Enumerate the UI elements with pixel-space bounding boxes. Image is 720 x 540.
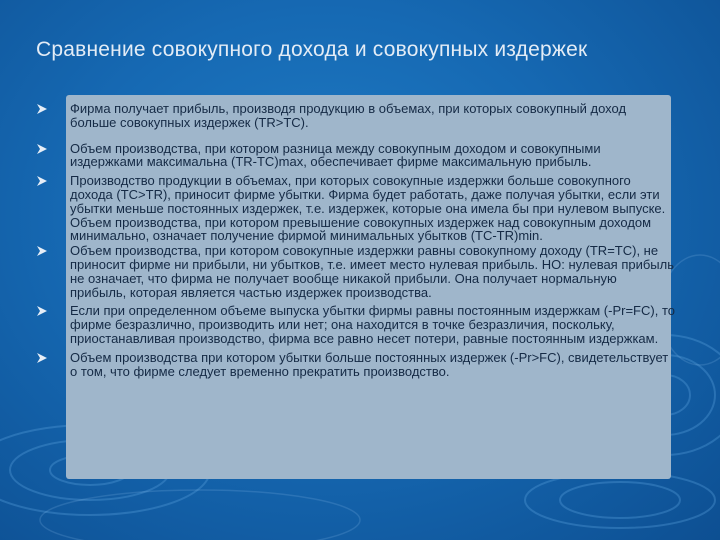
arrow-bullet-icon <box>36 175 48 187</box>
slide-title: Сравнение совокупного дохода и совокупных издержек <box>36 38 588 61</box>
bullet-text: Объем производства при котором убытки больше постоянных издержек (-Pr>FC), свидетельствует о том, что фирме следует временно прекратить производство. <box>70 349 669 379</box>
arrow-bullet-icon <box>36 103 48 115</box>
bullet-item <box>36 174 676 243</box>
bullet-text: Производство продукции в объемах, при которых совокупные издержки больше совокупного дохода (TC>TR), приносит фирме убытки. Фирма будет работать, даже получая убытки, если эти убытки меньше постоянных издержек, т.е. издержек, которые она имела бы при нулевом выпуске. Объем производства, при котором превышение совокупных издержек над совокупным доходом минимально, означает получение фирмой минимальных убытков (TC-TR)min. <box>70 173 666 244</box>
arrow-bullet-icon <box>36 245 48 257</box>
arrow-bullet-icon <box>36 143 48 155</box>
bullet-item <box>36 304 676 345</box>
bullet-item <box>36 244 676 299</box>
bullet-text: Фирма получает прибыль, производя продукцию в объемах, при которых совокупный доход больше совокупных издержек (TR>TC). <box>70 101 627 130</box>
arrow-bullet-icon <box>36 305 48 317</box>
bullet-list <box>36 102 676 378</box>
bullet-text: Объем производства, при котором совокупные издержки равны совокупному доходу (TR=TC), не приносит фирме ни прибыли, ни убытков, т.е. имеет место нулевая прибыль. НО: нулевая прибыль не означает, что фирма не получает вообще никакой прибыли. Она получает нормальную прибыль, которая является частью издержек производства. <box>70 243 675 300</box>
arrow-bullet-icon <box>36 352 48 364</box>
bullet-text: Если при определенном объеме выпуска убытки фирмы равны постоянным издержкам (-Pr=FC), то фирме безразлично, производить или нет; она находится в точке безразличия, поскольку, приостанавливая производство, фирма все равно несет потери, равные постоянным издержкам. <box>70 303 675 346</box>
bullet-item <box>36 351 676 379</box>
bullet-text: Объем производства, при котором разница между совокупным доходом и совокупными издержками максимальна (TR-TC)max, обеспечивает фирме максимальную прибыль. <box>70 140 601 170</box>
bullet-item <box>36 102 676 130</box>
bullet-item <box>36 142 676 170</box>
